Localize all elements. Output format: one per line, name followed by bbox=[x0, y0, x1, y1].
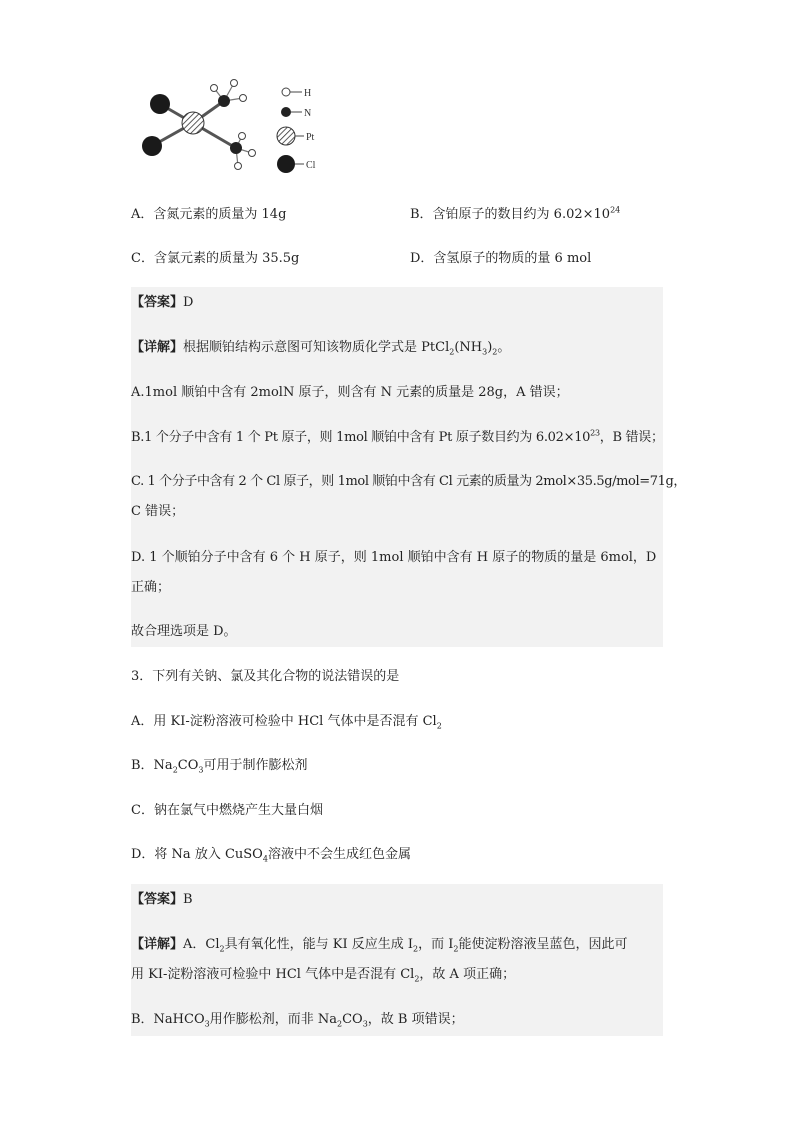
q2-detail-c-line2: C 错误； bbox=[131, 504, 185, 519]
q2-detail-d-line2: 正确； bbox=[131, 580, 171, 595]
h-atom bbox=[231, 80, 238, 87]
h-atom bbox=[249, 150, 256, 157]
q3-option-a: A．用 KI-淀粉溶液可检验中 HCl 气体中是否混有 $Cl_2$ bbox=[131, 714, 442, 731]
h-atom bbox=[211, 85, 218, 92]
n-atom bbox=[230, 142, 242, 154]
h-atom bbox=[239, 133, 246, 140]
q2-option-b: B．含铂原子的数目约为 $6.02\times 10^{24}$ bbox=[410, 205, 621, 222]
q3-option-d: D．将 Na 放入 CuSO$_4$溶液中不会生成红色金属 bbox=[131, 847, 411, 864]
q2-option-c: C．含氯元素的质量为 35.5g bbox=[131, 251, 300, 266]
q3-option-c: C．钠在氯气中燃烧产生大量白烟 bbox=[131, 803, 323, 818]
legend-h-label: H bbox=[304, 88, 312, 99]
cl-atom bbox=[150, 94, 170, 114]
q3-detail-line1: 【详解】A．$Cl_2$具有氧化性，能与 KI 反应生成 $I_2$，而 $I_2$能使淀粉溶液呈蓝色，因此可 bbox=[131, 937, 628, 954]
q2-detail-b: B.1 个分子中含有 1 个 Pt 原子，则 1mol 顺铂中含有 Pt 原子数目约为 $6.02\times 10^{23}$，B 错误； bbox=[131, 428, 664, 445]
legend-cl-label: Cl bbox=[306, 160, 316, 171]
q2-option-d: D．含氢原子的物质的量 6 mol bbox=[410, 251, 592, 266]
pt-atom bbox=[182, 112, 204, 134]
q2-detail-d-line1: D. 1 个顺铂分子中含有 6 个 H 原子，则 1mol 顺铂中含有 H 原子的物质的量是 6mol，D bbox=[131, 550, 657, 565]
h-atom bbox=[240, 95, 247, 102]
q2-option-a: A．含氮元素的质量为 14g bbox=[131, 207, 287, 222]
q3-answer: 【答案】B bbox=[131, 892, 193, 907]
q2-detail-a: A.1mol 顺铂中含有 2molN 原子，则含有 N 元素的质量是 28g，A 错误； bbox=[131, 385, 569, 400]
n-atom bbox=[218, 95, 230, 107]
q3-option-b: B．$Na_2CO_3$可用于制作膨松剂 bbox=[131, 758, 308, 775]
q3-stem: 3．下列有关钠、氯及其化合物的说法错误的是 bbox=[131, 669, 400, 684]
legend-pt-label: Pt bbox=[306, 132, 315, 143]
q3-detail-line2: 用 KI-淀粉溶液可检验中 HCl 气体中是否混有 $Cl_2$，故 A 项正确； bbox=[131, 967, 516, 984]
h-atom bbox=[235, 163, 242, 170]
q3-detail-line3: B．NaHCO$_3$用作膨松剂，而非 $Na_2CO_3$，故 B 项错误； bbox=[131, 1012, 464, 1029]
q2-conclusion: 故合理选项是 D。 bbox=[131, 624, 237, 639]
q2-detail-c-line1: C. 1 个分子中含有 2 个 Cl 原子，则 1mol 顺铂中含有 Cl 元素的质量为 2mol×35.5g/mol=71g， bbox=[131, 474, 686, 489]
cisplatin-structure-figure bbox=[138, 78, 338, 180]
q2-answer: 【答案】D bbox=[131, 295, 194, 310]
cl-atom bbox=[142, 136, 162, 156]
q2-detail-intro: 【详解】根据顺铂结构示意图可知该物质化学式是 $PtCl_2(NH_3)_2$。 bbox=[131, 340, 511, 357]
legend-n-label: N bbox=[304, 108, 312, 119]
